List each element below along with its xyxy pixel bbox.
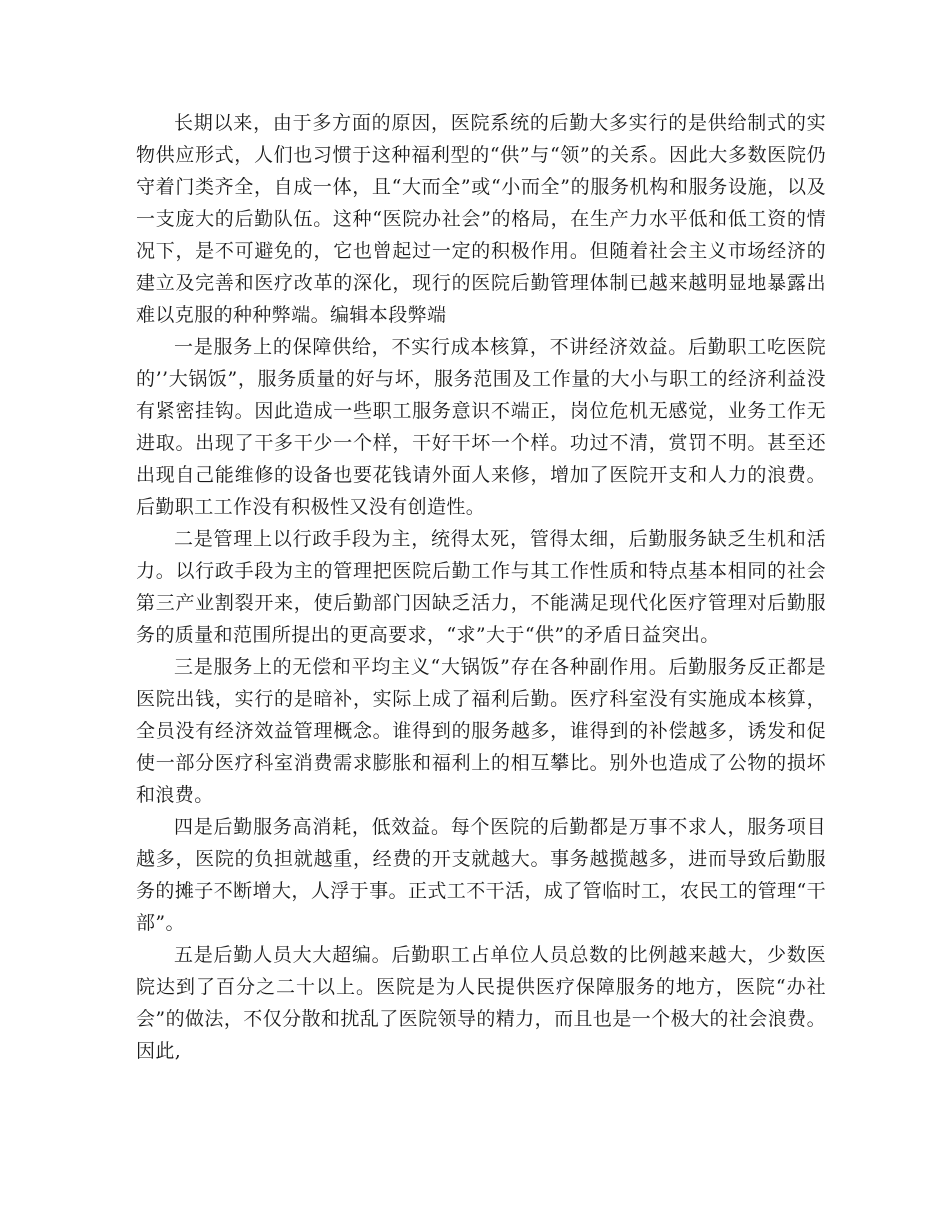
paragraph-point-five: 五是后勤人员大大超编。后勤职工占单位人员总数的比例越来越大，少数医院达到了百分之二十以上。医院是为人民提供医疗保障服务的地方，医院“办社会”的做法，不仅分散和扰乱了医院领导的精力，而且也是一个极大的社会浪费。因此,: [136, 944, 826, 1062]
document-body: [136, 107, 826, 1067]
paragraph-point-two: 二是管理上以行政手段为主，统得太死，管得太细，后勤服务缺乏生机和活力。以行政手段为主的管理把医院后勤工作与其工作性质和特点基本相同的社会第三产业割裂开来，使后勤部门因缺乏活力，不能满足现代化医疗管理对后勤服务的质量和范围所提出的更高要求，“求”大于“供”的矛盾日益突出。: [136, 528, 826, 646]
paragraph-point-four: 四是后勤服务高消耗，低效益。每个医院的后勤都是万事不求人，服务项目越多，医院的负担就越重，经费的开支就越大。事务越揽越多，进而导致后勤服务的摊子不断增大，人浮于事。正式工不干活，成了管临时工，农民工的管理“干部”。: [136, 816, 826, 934]
paragraph-point-three: 三是服务上的无偿和平均主义“大锅饭”存在各种副作用。后勤服务反正都是医院出钱，实行的是暗补，实际上成了福利后勤。医疗科室没有实施成本核算，全员没有经济效益管理概念。谁得到的服务越多，谁得到的补偿越多，诱发和促使一部分医疗科室消费需求膨胀和福利上的相互攀比。别外也造成了公物的损坏和浪费。: [136, 656, 826, 806]
paragraph-intro: 长期以来，由于多方面的原因，医院系统的后勤大多实行的是供给制式的实物供应形式，人们也习惯于这种福利型的“供”与“领”的关系。因此大多数医院仍守着门类齐全，自成一体，且“大而全”或“小而全”的服务机构和服务设施，以及一支庞大的后勤队伍。这种“医院办社会”的格局，在生产力水平低和低工资的情况下，是不可避免的，它也曾起过一定的积极作用。但随着社会主义市场经济的建立及完善和医疗改革的深化，现行的医院后勤管理体制已越来越明显地暴露出难以克服的种种弊端。编辑本段弊端: [136, 112, 826, 326]
paragraph-point-one: 一是服务上的保障供给，不实行成本核算，不讲经济效益。后勤职工吃医院的’’大锅饭”，服务质量的好与坏，服务范围及工作量的大小与职工的经济利益没有紧密挂钩。因此造成一些职工服务意识不端正，岗位危机无感觉，业务工作无进取。出现了干多干少一个样，干好干坏一个样。功过不清，赏罚不明。甚至还出现自己能维修的设备也要花钱请外面人来修，增加了医院开支和人力的浪费。后勤职工工作没有积极性又没有创造性。: [136, 336, 826, 518]
